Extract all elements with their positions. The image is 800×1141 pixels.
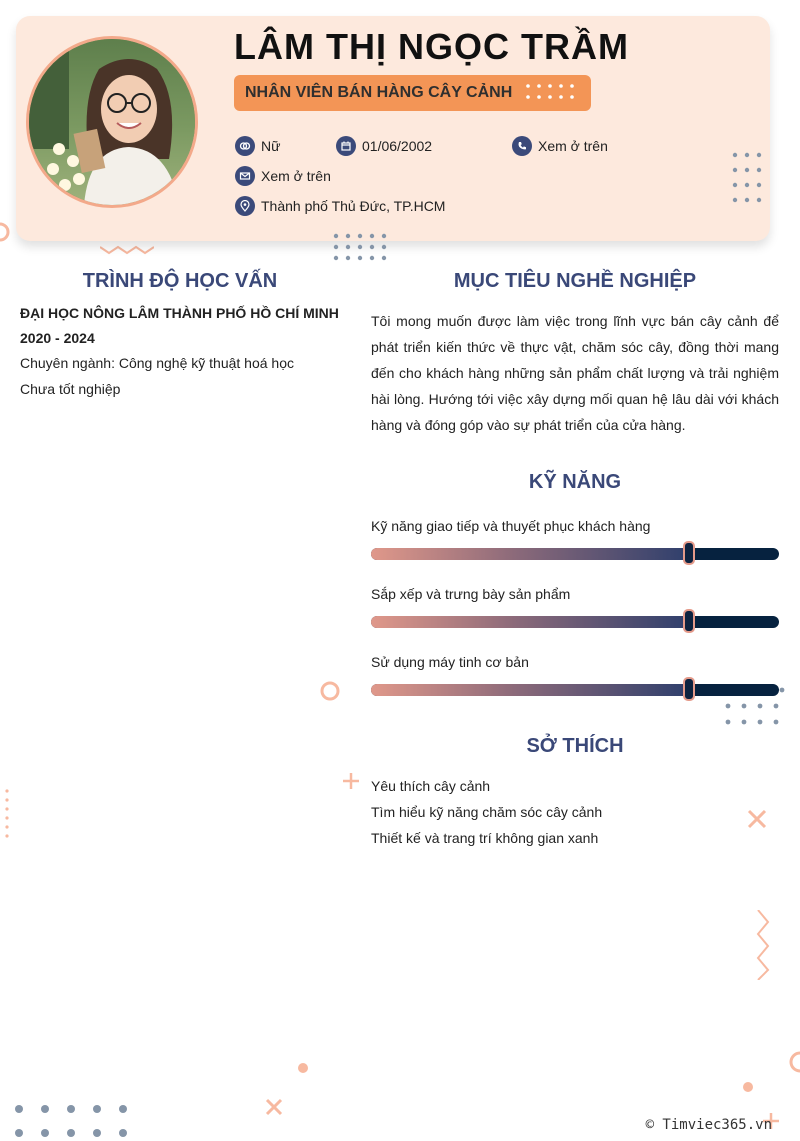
decor-dots-pill [524, 81, 584, 103]
decor-dots-header [732, 152, 762, 208]
mail-icon [235, 166, 255, 186]
decor-cross [264, 1097, 284, 1117]
email-value: Xem ở trên [261, 168, 331, 184]
decor-zigzag-vertical [756, 910, 770, 980]
decor-half-circle [0, 220, 14, 244]
phone-info [512, 136, 608, 156]
skill-bar-fill [371, 684, 689, 696]
address-info [235, 196, 445, 216]
birthday-value: 01/06/2002 [362, 138, 433, 154]
footer-copyright: © Timviec365.vn [645, 1117, 772, 1133]
skill-bar-fill [371, 616, 689, 628]
address-value: Thành phố Thủ Đức, TP.HCM [261, 198, 446, 214]
skill-label: Kỹ năng giao tiếp và thuyết phục khách hàng [371, 518, 651, 534]
job-title-pill [234, 75, 591, 111]
decor-zigzag [100, 244, 154, 256]
decor-half-ring-right [784, 1050, 800, 1074]
education-years: 2020 - 2024 [20, 330, 95, 346]
decor-dotted-line [4, 788, 10, 844]
candidate-name: LÂM THỊ NGỌC TRẦM [234, 26, 629, 67]
objective-title: MỤC TIÊU NGHỀ NGHIỆP [453, 270, 697, 292]
decor-dots-bottom-left [12, 1102, 132, 1138]
education-school: ĐẠI HỌC NÔNG LÂM THÀNH PHỐ HỒ CHÍ MINH [20, 305, 339, 321]
calendar-icon [336, 136, 356, 156]
phone-icon [512, 136, 532, 156]
gender-value: Nữ [261, 138, 281, 154]
education-major: Chuyên ngành: Công nghệ kỹ thuật hoá học [20, 355, 294, 371]
skill-bar [371, 548, 779, 560]
hobby-item: Yêu thích cây cảnh [371, 778, 491, 794]
education-status: Chưa tốt nghiệp [20, 381, 121, 397]
location-icon [235, 196, 255, 216]
skill-bar-knob [683, 541, 695, 565]
skills-title: KỸ NĂNG [528, 471, 622, 493]
birthday-info [336, 136, 432, 156]
phone-value: Xem ở trên [538, 138, 608, 154]
job-title: NHÂN VIÊN BÁN HÀNG CÂY CẢNH [245, 84, 513, 101]
gender-info [235, 136, 280, 156]
email-info [235, 166, 331, 186]
education-title: TRÌNH ĐỘ HỌC VẤN [82, 270, 278, 292]
decor-dots-under-header [332, 232, 392, 262]
gender-icon [235, 136, 255, 156]
skill-bar-knob [683, 677, 695, 701]
skill-bar [371, 616, 779, 628]
hobbies-title: SỞ THÍCH [526, 735, 624, 757]
hobby-item: Thiết kế và trang trí không gian xanh [371, 830, 599, 846]
decor-small-dot [742, 1081, 754, 1093]
skill-label: Sử dụng máy tinh cơ bản [371, 654, 529, 670]
skill-bar-fill [371, 548, 689, 560]
objective-text: Tôi mong muốn được làm việc trong lĩnh vực bán cây cảnh để phát triển kiến thức về thực vật, chăm sóc cây, đồng thời mang đến cho khách hàng những sản phẩm chất lượng và trải nghiệm hài lòng. Hướng tới việc xây dựng mối quan hệ lâu dài với khách hàng và đóng góp vào sự phát triển của cửa hàng. [371, 313, 779, 433]
hobby-item: Tìm hiểu kỹ năng chăm sóc cây cảnh [371, 804, 603, 820]
avatar [26, 36, 198, 208]
decor-plus [342, 772, 360, 790]
skill-bar [371, 684, 779, 696]
decor-dots-right [722, 686, 788, 728]
decor-ring [319, 680, 341, 702]
skill-bar-knob [683, 609, 695, 633]
decor-small-dot [297, 1062, 309, 1074]
skill-label: Sắp xếp và trưng bày sản phẩm [371, 586, 571, 602]
decor-cross [746, 808, 768, 830]
